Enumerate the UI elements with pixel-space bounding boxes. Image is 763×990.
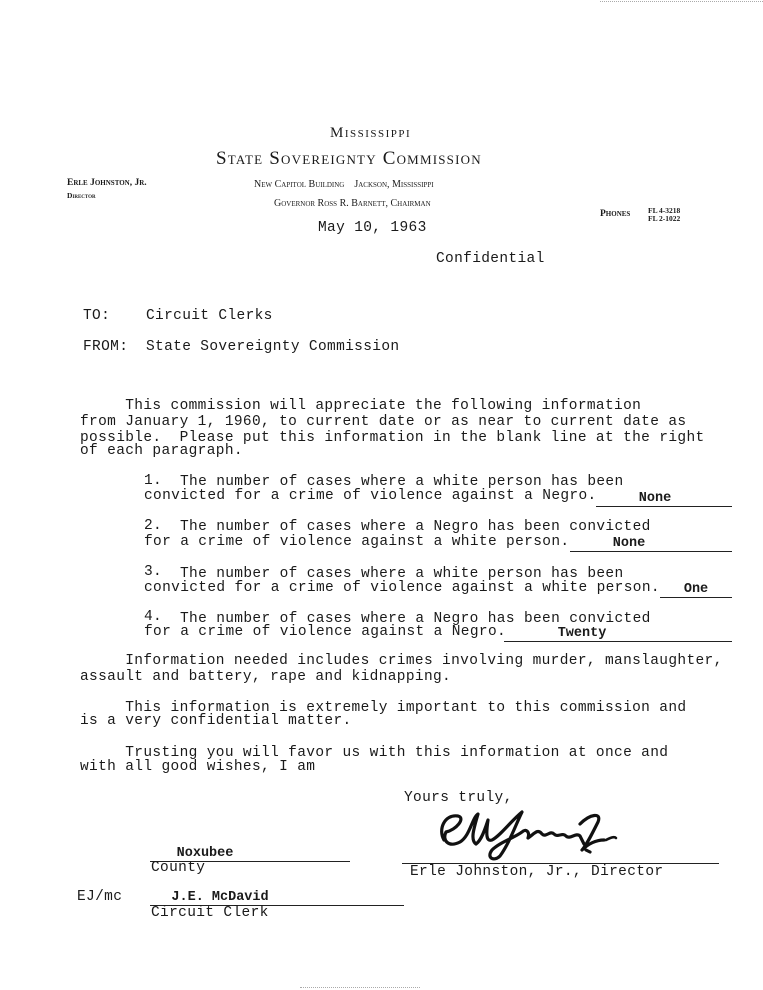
question-4-line-2: for a crime of violence against a Negro. — [144, 624, 507, 640]
scan-edge-bottom — [300, 987, 420, 988]
question-2-blank-line — [570, 551, 732, 552]
question-2-number: 2. — [144, 518, 163, 534]
question-1-blank-line — [596, 506, 732, 507]
closing-line-2: with all good wishes, I am — [80, 759, 316, 775]
intro-line-4: of each paragraph. — [80, 443, 243, 459]
county-label: County — [151, 860, 206, 876]
clerk-value[interactable]: J.E. McDavid — [171, 890, 269, 905]
question-4-line-1: The number of cases where a Negro has been convicted — [180, 611, 651, 627]
question-3-blank-line — [660, 597, 732, 598]
letterhead-commission: State Sovereignty Commission — [216, 148, 482, 169]
confidential-line-1: This information is extremely important to this commission and — [80, 700, 687, 716]
county-value[interactable]: Noxubee — [176, 846, 234, 861]
question-1-line-1: The number of cases where a white person has been — [180, 474, 624, 490]
info-line-1: Information needed includes crimes involving murder, manslaughter, — [80, 653, 723, 669]
question-4-number: 4. — [144, 609, 163, 625]
letter-date: May 10, 1963 — [318, 220, 427, 236]
closing-salutation: Yours truly, — [404, 790, 513, 806]
question-2-answer[interactable]: None — [612, 536, 646, 551]
clerk-label: Circuit Clerk — [151, 905, 269, 921]
letterhead-phones-label: Phones — [600, 209, 631, 219]
question-1-number: 1. — [144, 473, 163, 489]
intro-line-1: This commission will appreciate the following information — [80, 398, 642, 414]
letterhead-phone-1: FL 4-3218 — [648, 206, 681, 215]
closing-line-1: Trusting you will favor us with this information at once and — [80, 745, 669, 761]
from-label: FROM: — [83, 339, 129, 355]
from-value: State Sovereignty Commission — [146, 339, 400, 355]
question-3-line-2: convicted for a crime of violence against a white person. — [144, 580, 660, 596]
scan-edge-top — [600, 1, 763, 2]
to-label: TO: — [83, 308, 111, 324]
letterhead-chairman: Governor Ross R. Barnett, Chairman — [274, 198, 431, 209]
letterhead-phone-2: FL 2-1022 — [648, 214, 681, 223]
question-4-answer[interactable]: Twenty — [557, 626, 607, 641]
confidential-line-2: is a very confidential matter. — [80, 713, 352, 729]
question-3-answer[interactable]: One — [683, 582, 709, 597]
typist-initials: EJ/mc — [77, 889, 123, 905]
question-1-answer[interactable]: None — [638, 491, 672, 506]
letterhead-director-title: Director — [67, 191, 96, 200]
letterhead-address: New Capitol Building Jackson, Mississippi — [254, 179, 434, 190]
to-value: Circuit Clerks — [146, 308, 273, 324]
question-4-blank-line — [504, 641, 732, 642]
letterhead-director-name: Erle Johnston, Jr. — [67, 178, 147, 188]
handwritten-signature — [430, 800, 630, 865]
letterhead-state: Mississippi — [330, 125, 412, 141]
classification-label: Confidential — [436, 251, 545, 267]
question-3-number: 3. — [144, 564, 163, 580]
info-line-2: assault and battery, rape and kidnapping. — [80, 669, 452, 685]
question-2-line-1: The number of cases where a Negro has been convicted — [180, 519, 651, 535]
question-3-line-1: The number of cases where a white person has been — [180, 566, 624, 582]
intro-line-2: from January 1, 1960, to current date or as near to current date as — [80, 414, 687, 430]
signer-name: Erle Johnston, Jr., Director — [410, 864, 664, 880]
question-1-line-2: convicted for a crime of violence against a Negro. — [144, 488, 597, 504]
question-2-line-2: for a crime of violence against a white person. — [144, 534, 570, 550]
intro-line-3: possible. Please put this information in the blank line at the right — [80, 430, 705, 446]
